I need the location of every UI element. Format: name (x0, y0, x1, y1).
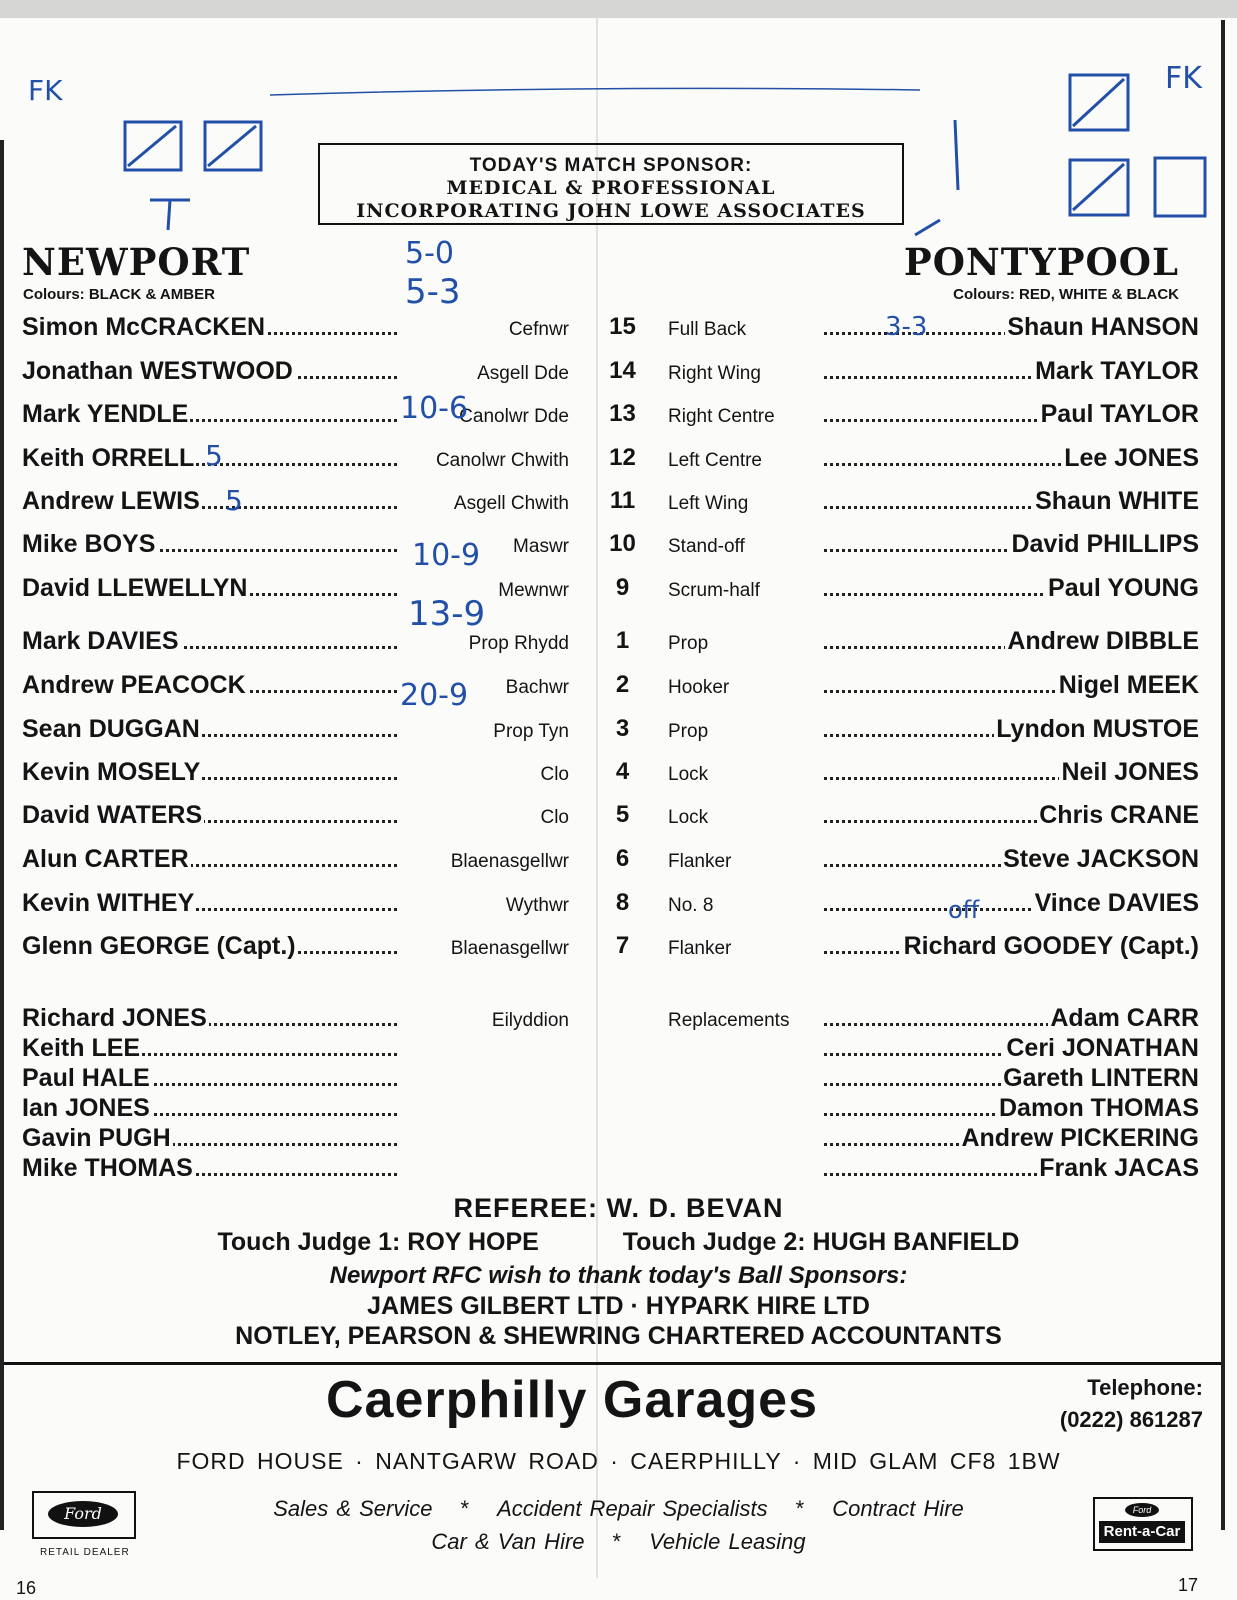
home-player-name: Mark DAVIES (22, 627, 179, 655)
welsh-position: Cefnwr (508, 319, 569, 340)
english-position: Flanker (668, 938, 732, 959)
referee: REFEREE: W. D. BEVAN (453, 1193, 784, 1223)
away-player-name: Mark TAYLOR (1035, 357, 1199, 385)
home-replacement (22, 1154, 397, 1183)
home-player-name: Kevin WITHEY (22, 889, 195, 917)
ink-score: 10-6 (400, 391, 469, 426)
shirt-number: 1 (615, 627, 630, 654)
lineup-row (0, 627, 1237, 667)
lineup-row (0, 801, 1237, 841)
welsh-position: Bachwr (505, 677, 569, 698)
lineup-row (0, 715, 1237, 755)
away-player-name: Neil JONES (1061, 758, 1199, 786)
replacement-row (0, 1154, 1237, 1184)
lineup-row (0, 845, 1237, 885)
home-team-name: NEWPORT (22, 240, 251, 284)
touch-judge-2: Touch Judge 2: HUGH BANFIELD (622, 1228, 1020, 1256)
away-replacement (824, 1094, 1199, 1123)
home-player-name: Sean DUGGAN (22, 715, 200, 743)
english-position: Prop (668, 633, 709, 654)
advert-telephone (1033, 1372, 1203, 1436)
shirt-number: 6 (615, 845, 630, 872)
shirt-number: 7 (615, 932, 630, 959)
english-position: Right Centre (668, 406, 775, 427)
home-player (22, 357, 397, 386)
english-position: Lock (668, 807, 709, 828)
lineup-row (0, 444, 1237, 484)
lineup-row (0, 889, 1237, 929)
away-player-name: Steve JACKSON (1003, 845, 1199, 873)
away-replacement (824, 1004, 1199, 1033)
home-replacement-name: Mike THOMAS (22, 1154, 193, 1182)
ball-sponsor-intro: Newport RFC wish to thank today's Ball Sponsors: (329, 1262, 908, 1289)
home-colours: Colours: BLACK & AMBER (23, 286, 215, 303)
shirt-number: 5 (615, 801, 630, 828)
home-replacement (22, 1004, 397, 1033)
home-replacement-name: Paul HALE (22, 1064, 150, 1092)
advert-title: Caerphilly Garages (326, 1371, 818, 1429)
away-player-name: Shaun WHITE (1035, 487, 1199, 515)
welsh-position: Clo (540, 764, 569, 785)
away-player (824, 400, 1199, 429)
lineup-row (0, 574, 1237, 614)
english-position: Prop (668, 721, 709, 742)
home-replacement (22, 1124, 397, 1153)
english-position: Stand-off (668, 536, 745, 557)
away-player-name: Chris CRANE (1039, 801, 1199, 829)
away-player (824, 715, 1199, 744)
ford-oval-small-icon: Ford (1125, 1503, 1159, 1517)
welsh-position: Maswr (513, 536, 569, 557)
english-position: Left Centre (668, 450, 762, 471)
telephone-label: Telephone: (1087, 1375, 1203, 1400)
shirt-number: 3 (615, 715, 630, 742)
away-player (824, 530, 1199, 559)
welsh-position: Asgell Dde (477, 363, 569, 384)
top-edge (0, 0, 1237, 18)
away-replacement-name: Andrew PICKERING (961, 1124, 1199, 1152)
lineup-row (0, 530, 1237, 570)
away-player (824, 889, 1199, 918)
away-player (824, 444, 1199, 473)
away-replacement-name: Damon THOMAS (999, 1094, 1199, 1122)
away-player (824, 357, 1199, 386)
advert-divider (4, 1362, 1221, 1365)
welsh-position: Prop Tyn (493, 721, 569, 742)
english-position: Hooker (668, 677, 730, 698)
page-number-right: 17 (1178, 1575, 1199, 1595)
away-player-name: Andrew DIBBLE (1007, 627, 1199, 655)
away-player (824, 801, 1199, 830)
home-replacement (22, 1064, 397, 1093)
shirt-number: 13 (609, 400, 636, 427)
page-number-left: 16 (16, 1578, 37, 1598)
welsh-position: Clo (540, 807, 569, 828)
touch-judge-1: Touch Judge 1: ROY HOPE (217, 1228, 539, 1256)
away-player (824, 487, 1199, 516)
lineup-row (0, 932, 1237, 972)
ink-fk-right: FK (1165, 61, 1202, 96)
away-colours: Colours: RED, WHITE & BLACK (953, 286, 1179, 303)
english-position: Left Wing (668, 493, 749, 514)
lineup-row (0, 671, 1237, 711)
welsh-position: Asgell Chwith (453, 493, 569, 514)
ball-sponsors-line2: NOTLEY, PEARSON & SHEWRING CHARTERED ACCOUNTANTS (235, 1322, 1002, 1350)
away-replacement (824, 1034, 1199, 1063)
home-player (22, 889, 397, 918)
welsh-position: Mewnwr (498, 580, 569, 601)
away-player (824, 932, 1199, 961)
away-player-name: Paul TAYLOR (1040, 400, 1199, 428)
home-player (22, 671, 397, 700)
home-player (22, 758, 397, 787)
home-player (22, 313, 397, 342)
away-player-name: Lyndon MUSTOE (996, 715, 1199, 743)
replacements-label: Replacements (668, 1010, 790, 1031)
english-position: Flanker (668, 851, 732, 872)
replacement-row (0, 1124, 1237, 1154)
home-player-name: Andrew LEWIS (22, 487, 200, 515)
ford-logo-left (32, 1491, 136, 1539)
home-player (22, 574, 397, 603)
welsh-position: Wythwr (505, 895, 569, 916)
service: Sales & Service (273, 1496, 433, 1521)
service: Car & Van Hire (431, 1529, 585, 1554)
ford-oval-icon: Ford (48, 1501, 118, 1527)
home-replacement-name: Gavin PUGH (22, 1124, 171, 1152)
lineup-row (0, 313, 1237, 353)
away-player-name: Lee JONES (1064, 444, 1199, 472)
away-player-name: Shaun HANSON (1007, 313, 1199, 341)
english-position: Full Back (668, 319, 747, 340)
shirt-number: 10 (609, 530, 636, 557)
home-player-name: Mark YENDLE (22, 400, 189, 428)
service: Contract Hire (832, 1496, 964, 1521)
away-player (824, 574, 1199, 603)
welsh-position: Prop Rhydd (468, 633, 569, 654)
home-player (22, 845, 397, 874)
home-player-name: David WATERS (22, 801, 203, 829)
english-position: Right Wing (668, 363, 761, 384)
ink-score: 5 (205, 439, 223, 472)
ford-rent-a-car-logo (1093, 1497, 1193, 1551)
home-player (22, 801, 397, 830)
away-replacement (824, 1154, 1199, 1183)
match-sponsor-box (318, 143, 904, 225)
home-player (22, 487, 397, 516)
shirt-number: 11 (609, 487, 636, 514)
away-player-name: Richard GOODEY (Capt.) (903, 932, 1199, 960)
home-player (22, 715, 397, 744)
replacements-welsh-label: Eilyddion (491, 1010, 569, 1031)
ink-off: off (948, 896, 980, 924)
sponsor-name: MEDICAL & PROFESSIONAL (446, 177, 776, 199)
shirt-number: 2 (615, 671, 630, 698)
away-player-name: Paul YOUNG (1048, 574, 1199, 602)
lineup-row (0, 487, 1237, 527)
away-replacement (824, 1064, 1199, 1093)
away-replacement-name: Gareth LINTERN (1003, 1064, 1199, 1092)
replacement-row (0, 1064, 1237, 1094)
home-player-name: Kevin MOSELY (22, 758, 201, 786)
home-player-name: David LLEWELLYN (22, 574, 248, 602)
away-replacement-name: Ceri JONATHAN (1006, 1034, 1199, 1062)
ink-fk-left: FK (28, 74, 63, 107)
away-player (824, 671, 1199, 700)
home-player-name: Simon McCRACKEN (22, 313, 266, 341)
welsh-position: Blaenasgellwr (450, 938, 569, 959)
home-player-name: Andrew PEACOCK (22, 671, 246, 699)
sponsor-heading: TODAY'S MATCH SPONSOR: (469, 155, 753, 176)
welsh-position: Canolwr Dde (459, 406, 569, 427)
away-player-name: Nigel MEEK (1058, 671, 1199, 699)
shirt-number: 12 (609, 444, 636, 471)
service: Vehicle Leasing (649, 1529, 806, 1554)
home-replacement-name: Richard JONES (22, 1004, 207, 1032)
home-player (22, 530, 397, 559)
telephone-number: (0222) 861287 (1059, 1407, 1203, 1432)
advert-services-line2: Car & Van Hire * Vehicle Leasing (431, 1529, 806, 1554)
home-replacement-name: Keith LEE (22, 1034, 141, 1062)
home-player-name: Mike BOYS (22, 530, 156, 558)
shirt-number: 8 (615, 889, 630, 916)
home-player (22, 444, 397, 473)
advert-address: FORD HOUSE · NANTGARW ROAD · CAERPHILLY · MID GLAM CF8 1BW (176, 1448, 1061, 1474)
away-player (824, 845, 1199, 874)
lineup-row (0, 357, 1237, 397)
touch-judges (0, 1228, 1237, 1257)
ink-score: 20-9 (400, 678, 469, 713)
home-replacement-name: Ian JONES (22, 1094, 150, 1122)
lineup-row (0, 758, 1237, 798)
home-player-name: Alun CARTER (22, 845, 189, 873)
replacement-row (0, 1034, 1237, 1064)
welsh-position: Canolwr Chwith (435, 450, 569, 471)
ink-score: 5 (225, 484, 243, 517)
ink-score: 13-9 (408, 594, 486, 634)
away-player (824, 758, 1199, 787)
sponsor-subtitle: INCORPORATING JOHN LOWE ASSOCIATES (356, 200, 866, 222)
ball-sponsors-line1: JAMES GILBERT LTD · HYPARK HIRE LTD (367, 1292, 870, 1320)
home-replacement (22, 1094, 397, 1123)
away-player-name: Vince DAVIES (1034, 889, 1199, 917)
english-position: No. 8 (668, 895, 714, 916)
home-player-name: Glenn GEORGE (Capt.) (22, 932, 296, 960)
replacement-row (0, 1004, 1237, 1034)
home-player (22, 932, 397, 961)
home-player (22, 400, 397, 429)
home-player-name: Jonathan WESTWOOD (22, 357, 293, 385)
home-player (22, 627, 397, 656)
shirt-number: 14 (609, 357, 636, 384)
away-replacement (824, 1124, 1199, 1153)
replacement-row (0, 1094, 1237, 1124)
home-player-name: Keith ORRELL (22, 444, 195, 472)
away-player-name: David PHILLIPS (1011, 530, 1199, 558)
shirt-number: 9 (615, 574, 630, 601)
rent-a-car-label: Rent-a-Car (1099, 1521, 1185, 1543)
shirt-number: 4 (615, 758, 630, 785)
welsh-position: Blaenasgellwr (450, 851, 569, 872)
shirt-number: 15 (609, 313, 636, 340)
away-team-name: PONTYPOOL (903, 240, 1179, 284)
english-position: Scrum-half (668, 580, 760, 601)
ink-score: 5-3 (405, 272, 461, 312)
english-position: Lock (668, 764, 709, 785)
away-replacement-name: Frank JACAS (1039, 1154, 1199, 1182)
away-player (824, 313, 1199, 342)
ink-score: 3-3 (885, 312, 928, 342)
ink-score: 5-0 (405, 236, 454, 271)
ink-score: 10-9 (412, 538, 481, 573)
lineup-row (0, 400, 1237, 440)
retail-dealer-label: RETAIL DEALER (40, 1547, 130, 1558)
away-replacement-name: Adam CARR (1050, 1004, 1199, 1032)
home-replacement (22, 1034, 397, 1063)
service: Accident Repair Specialists (497, 1496, 768, 1521)
away-player (824, 627, 1199, 656)
advert-services-line1: Sales & Service * Accident Repair Specialists * Contract Hire (273, 1496, 964, 1521)
